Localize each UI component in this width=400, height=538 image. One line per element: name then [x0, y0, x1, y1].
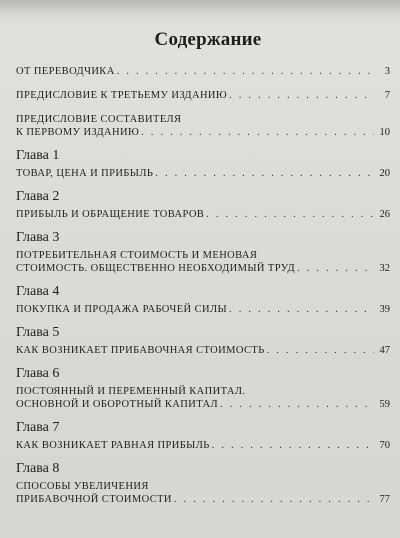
toc-page-number: 59 — [379, 399, 390, 410]
toc-page-number: 32 — [379, 263, 390, 274]
toc-line — [16, 303, 390, 316]
toc-entry-title: К ПЕРВОМУ ИЗДАНИЮ — [16, 127, 140, 138]
table-of-contents — [16, 65, 390, 506]
dot-leader — [297, 262, 374, 275]
chapter-heading: Глава 4 — [16, 284, 60, 299]
toc-entry-title: ПРИБЫЛЬ И ОБРАЩЕНИЕ ТОВАРОВ — [16, 209, 205, 220]
chapter-heading: Глава 6 — [16, 366, 60, 381]
toc-line — [16, 126, 390, 139]
chapter-heading: Глава 8 — [16, 461, 60, 476]
toc-page-number: 3 — [384, 66, 390, 77]
chapter-heading: Глава 3 — [16, 230, 60, 245]
dot-leader — [267, 344, 374, 357]
toc-entry-chapter-6 — [16, 366, 390, 411]
toc-page-number: 70 — [379, 440, 390, 451]
toc-line — [16, 262, 390, 275]
toc-entry-chapter-4 — [16, 284, 390, 316]
toc-entry-chapter-7 — [16, 420, 390, 452]
page-title: Содержание — [154, 29, 262, 50]
toc-line — [16, 398, 390, 411]
dot-leader — [141, 126, 374, 139]
toc-page-number: 77 — [379, 494, 390, 505]
toc-entry-title: КАК ВОЗНИКАЕТ РАВНАЯ ПРИБЫЛЬ — [16, 440, 210, 451]
dot-leader — [229, 89, 374, 102]
chapter-heading: Глава 5 — [16, 325, 60, 340]
toc-entry-title: ОТ ПЕРЕВОДЧИКА — [16, 66, 115, 77]
page-top-shadow — [0, 0, 400, 26]
toc-page-number: 47 — [379, 345, 390, 356]
toc-entry-title-line: ПОСТОЯННЫЙ И ПЕРЕМЕННЫЙ КАПИТАЛ. — [16, 386, 246, 397]
toc-entry-chapter-8 — [16, 461, 390, 506]
toc-entry-title-line: СПОСОБЫ УВЕЛИЧЕНИЯ — [16, 481, 149, 492]
toc-entry-translator — [16, 65, 390, 78]
dot-leader — [206, 208, 374, 221]
toc-entry-chapter-3 — [16, 230, 390, 275]
toc-entry-title: ТОВАР, ЦЕНА И ПРИБЫЛЬ — [16, 168, 154, 179]
toc-line — [16, 167, 390, 180]
toc-line — [16, 439, 390, 452]
toc-page-number: 10 — [379, 127, 390, 138]
toc-entry-title-line: ПОТРЕБИТЕЛЬНАЯ СТОИМОСТЬ И МЕНОВАЯ — [16, 250, 258, 261]
dot-leader — [212, 439, 374, 452]
toc-entry-title: ОСНОВНОЙ И ОБОРОТНЫЙ КАПИТАЛ — [16, 399, 219, 410]
toc-entry-chapter-5 — [16, 325, 390, 357]
toc-entry-title-line: ПРЕДИСЛОВИЕ СОСТАВИТЕЛЯ — [16, 114, 182, 125]
dot-leader — [155, 167, 374, 180]
toc-line — [16, 65, 390, 78]
toc-line — [16, 493, 390, 506]
toc-page-number: 20 — [379, 168, 390, 179]
toc-entry-title: СТОИМОСТЬ. ОБЩЕСТВЕННО НЕОБХОДИМЫЙ ТРУД — [16, 263, 296, 274]
toc-page-number: 39 — [379, 304, 390, 315]
chapter-heading: Глава 1 — [16, 148, 60, 163]
toc-page-number: 26 — [379, 209, 390, 220]
dot-leader — [220, 398, 374, 411]
toc-entry-title: ПОКУПКА И ПРОДАЖА РАБОЧЕЙ СИЛЫ — [16, 304, 228, 315]
toc-line — [16, 344, 390, 357]
dot-leader — [174, 493, 374, 506]
toc-entry-compiler-preface — [16, 113, 390, 139]
toc-page-number: 7 — [384, 90, 390, 101]
chapter-heading: Глава 2 — [16, 189, 60, 204]
toc-entry-title: КАК ВОЗНИКАЕТ ПРИБАВОЧНАЯ СТОИМОСТЬ — [16, 345, 265, 356]
toc-line — [16, 208, 390, 221]
toc-line — [16, 89, 390, 102]
toc-entry-chapter-1 — [16, 148, 390, 180]
dot-leader — [229, 303, 374, 316]
dot-leader — [117, 65, 374, 78]
toc-entry-chapter-2 — [16, 189, 390, 221]
chapter-heading: Глава 7 — [16, 420, 60, 435]
toc-entry-title: ПРЕДИСЛОВИЕ К ТРЕТЬЕМУ ИЗДАНИЮ — [16, 90, 228, 101]
toc-entry-title: ПРИБАВОЧНОЙ СТОИМОСТИ — [16, 494, 172, 505]
toc-entry-third-edition-preface — [16, 89, 390, 102]
